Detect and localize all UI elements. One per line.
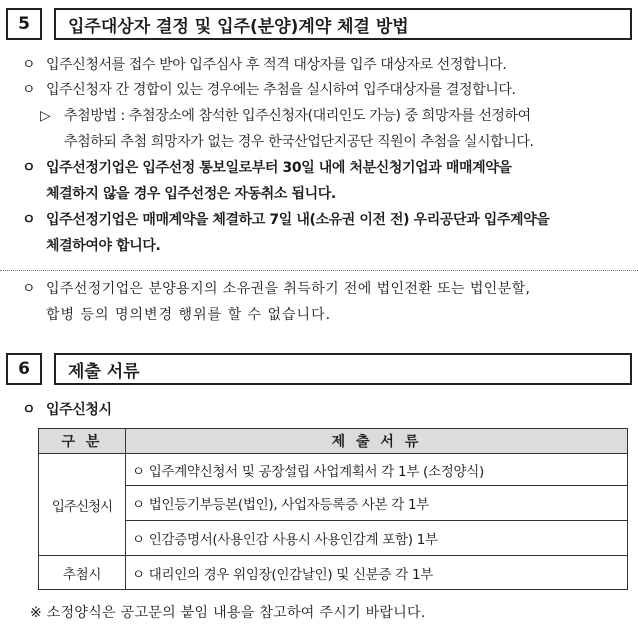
list-item — [22, 279, 530, 299]
triangle-bullet-icon: ▷ — [40, 108, 51, 124]
list-item — [22, 210, 549, 230]
list-item-text: 입주선정기업은 매매계약을 체결하고 7일 내(소유권 이전 전) 우리공단과 입주계약을 — [46, 212, 550, 228]
subheading — [22, 400, 112, 420]
table-header-row — [39, 429, 628, 454]
documents-table — [38, 428, 628, 590]
list-item-text: 입주선정기업은 입주선정 통보일로부터 30일 내에 처분신청기업과 매매계약을 — [46, 160, 512, 176]
table-item-cell: ㅇ 입주계약신청서 및 공장설립 사업계획서 각 1부 (소정양식) — [126, 454, 628, 486]
table-category-cell: 추첨시 — [39, 556, 126, 590]
list-item-continuation: 체결하지 않을 경우 입주선정은 자동취소 됩니다. — [46, 186, 336, 202]
table-item-cell: ㅇ 인감증명서(사용인감 사용시 사용인감계 포함) 1부 — [126, 521, 628, 556]
section-5-title: 입주대상자 결정 및 입주(분양)계약 체결 방법 — [54, 8, 632, 40]
section-6-header — [6, 353, 632, 385]
footnote: ※ 소정양식은 공고문의 붙임 내용을 참고하여 주시기 바랍니다. — [30, 605, 426, 621]
list-item-continuation: 추첨하되 추첨 희망자가 없는 경우 한국산업단지공단 직원이 추첨을 실시합니다. — [64, 134, 534, 150]
list-item — [40, 106, 531, 126]
subheading-text: 입주신청시 — [46, 402, 112, 418]
list-bullet: ㅇ — [22, 402, 36, 418]
list-item-text: 입주신청자 간 경합이 있는 경우에는 추첨을 실시하여 입주대상자를 결정합니다. — [46, 82, 516, 98]
table-row — [39, 521, 628, 556]
table-item-cell: ㅇ 대리인의 경우 위임장(인감날인) 및 신분증 각 1부 — [126, 556, 628, 590]
table-header-category: 구 분 — [39, 429, 126, 454]
list-bullet: ㅇ — [22, 160, 36, 176]
list-bullet: ㅇ — [22, 57, 36, 73]
table-item-cell: ㅇ 법인등기부등본(법인), 사업자등록증 사본 각 1부 — [126, 486, 628, 521]
list-item-continuation: 합병 등의 명의변경 행위를 할 수 없습니다. — [46, 307, 332, 323]
section-6-title: 제출 서류 — [54, 353, 632, 385]
section-5-number: 5 — [6, 8, 42, 40]
list-item — [22, 158, 512, 178]
list-item-text: 추첨방법 : 추첨장소에 참석한 입주신청자(대리인도 가능) 중 희망자를 선정하여 — [64, 108, 531, 124]
list-bullet: ㅇ — [22, 212, 36, 228]
list-item-continuation: 체결하여야 합니다. — [46, 238, 161, 254]
list-item-text: 입주신청서를 접수 받아 입주심사 후 적격 대상자를 입주 대상자로 선정합니다. — [46, 57, 507, 73]
dotted-divider — [0, 270, 638, 271]
list-item-text: 입주선정기업은 분양용지의 소유권을 취득하기 전에 법인전환 또는 법인분할, — [46, 281, 531, 297]
table-row — [39, 486, 628, 521]
table-category-cell: 입주신청시 — [39, 454, 126, 556]
section-6-number: 6 — [6, 353, 42, 385]
table-row — [39, 556, 628, 590]
table-row — [39, 454, 628, 486]
list-bullet: ㅇ — [22, 82, 36, 98]
table-header-documents: 제 출 서 류 — [126, 429, 628, 454]
section-5-header — [6, 8, 632, 40]
list-item — [22, 55, 506, 75]
list-bullet: ㅇ — [22, 281, 36, 297]
list-item — [22, 80, 516, 100]
